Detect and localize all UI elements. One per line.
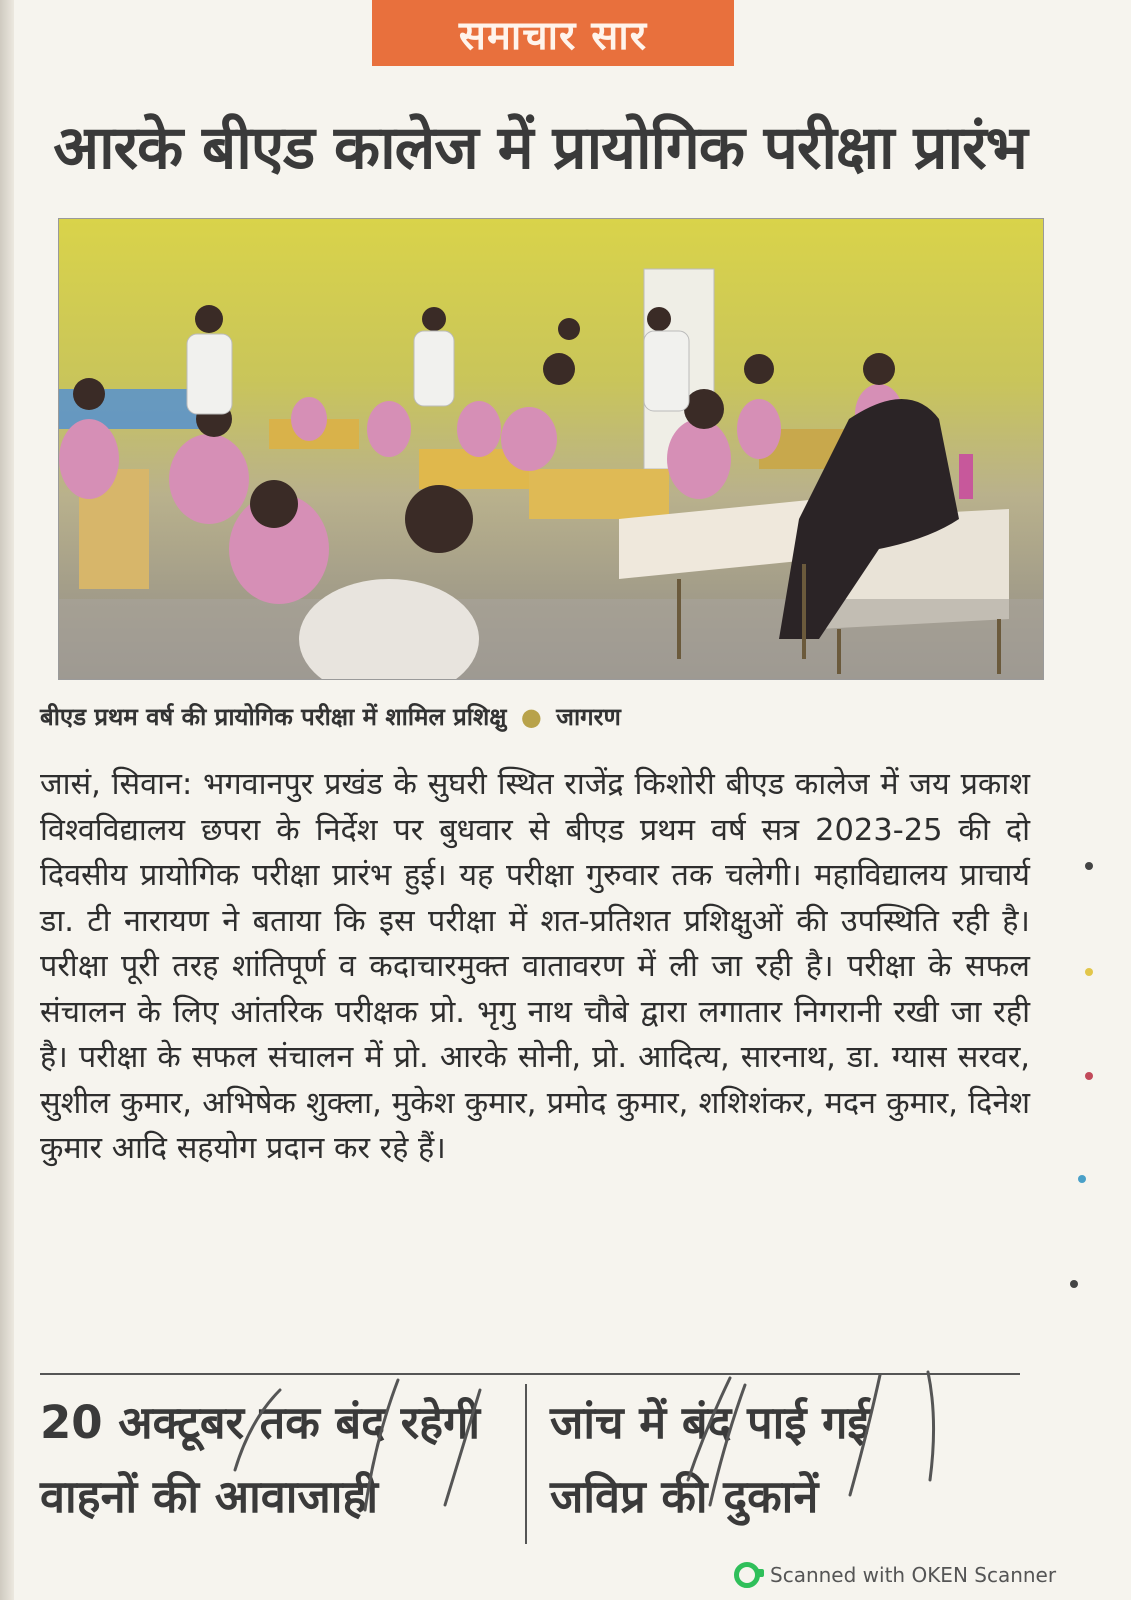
caption-separator-icon: ●	[520, 703, 542, 731]
article-body: जासं, सिवान: भगवानपुर प्रखंड के सुघरी स्थित राजेंद्र किशोरी बीएड कालेज में जय प्रकाश विश्वविद्यालय छपरा के निर्देश पर बुधवार से बीएड प्रथम वर्ष सत्र 2023-25 की दो दिवसीय प्रायोगिक परीक्षा प्रारंभ हुई। यह परीक्षा गुरुवार तक चलेगी। महाविद्यालय प्राचार्य डा. टी नारायण ने बताया कि इस परीक्षा में शत-प्रतिशत प्रशिक्षुओं की उपस्थिति रही है। परीक्षा पूरी तरह शांतिपूर्ण व कदाचारमुक्त वातावरण में ली जा रही है। परीक्षा के सफल संचालन के लिए आंतरिक परीक्षक प्रो. भृगु नाथ चौबे द्वारा लगातार निगरानी रखी जा रही है। परीक्षा के सफल संचालन में प्रो. आरके सोनी, प्रो. आदित्य, सारनाथ, डा. ग्यास सरवर, सुशील कुमार, अभिषेक शुक्ला, मुकेश कुमार, प्रमोद कुमार, शशिशंकर, मदन कुमार, दिनेश कुमार आदि सहयोग प्रदान कर रहे हैं।	[40, 767, 1030, 1166]
section-divider	[40, 1373, 1020, 1375]
margin-dot	[1078, 1175, 1086, 1183]
column-divider	[525, 1384, 527, 1544]
photo-caption	[40, 700, 820, 733]
caption-credit: जागरण	[556, 703, 621, 731]
sub-headline-shops: जांच में बंद पाई गई जविप्र की दुकानें	[550, 1396, 870, 1523]
section-tag: समाचार सार	[372, 0, 734, 66]
margin-dot	[1085, 862, 1093, 870]
oken-scanner-icon	[734, 1562, 760, 1588]
margin-dot	[1070, 1280, 1078, 1288]
headline: आरके बीएड कालेज में प्रायोगिक परीक्षा प्रारंभ	[53, 113, 1027, 183]
margin-dot	[1085, 968, 1093, 976]
page-edge	[0, 0, 14, 1600]
margin-dot	[1085, 1072, 1093, 1080]
scanner-watermark-text: Scanned with OKEN Scanner	[770, 1563, 1057, 1587]
caption-text: बीएड प्रथम वर्ष की प्रायोगिक परीक्षा में शामिल प्रशिक्षु	[40, 703, 507, 731]
sub-headline-traffic: 20 अक्टूबर तक बंद रहेगी वाहनों की आवाजाही	[40, 1396, 481, 1523]
news-photo	[58, 218, 1044, 680]
scanner-watermark	[734, 1558, 1056, 1592]
